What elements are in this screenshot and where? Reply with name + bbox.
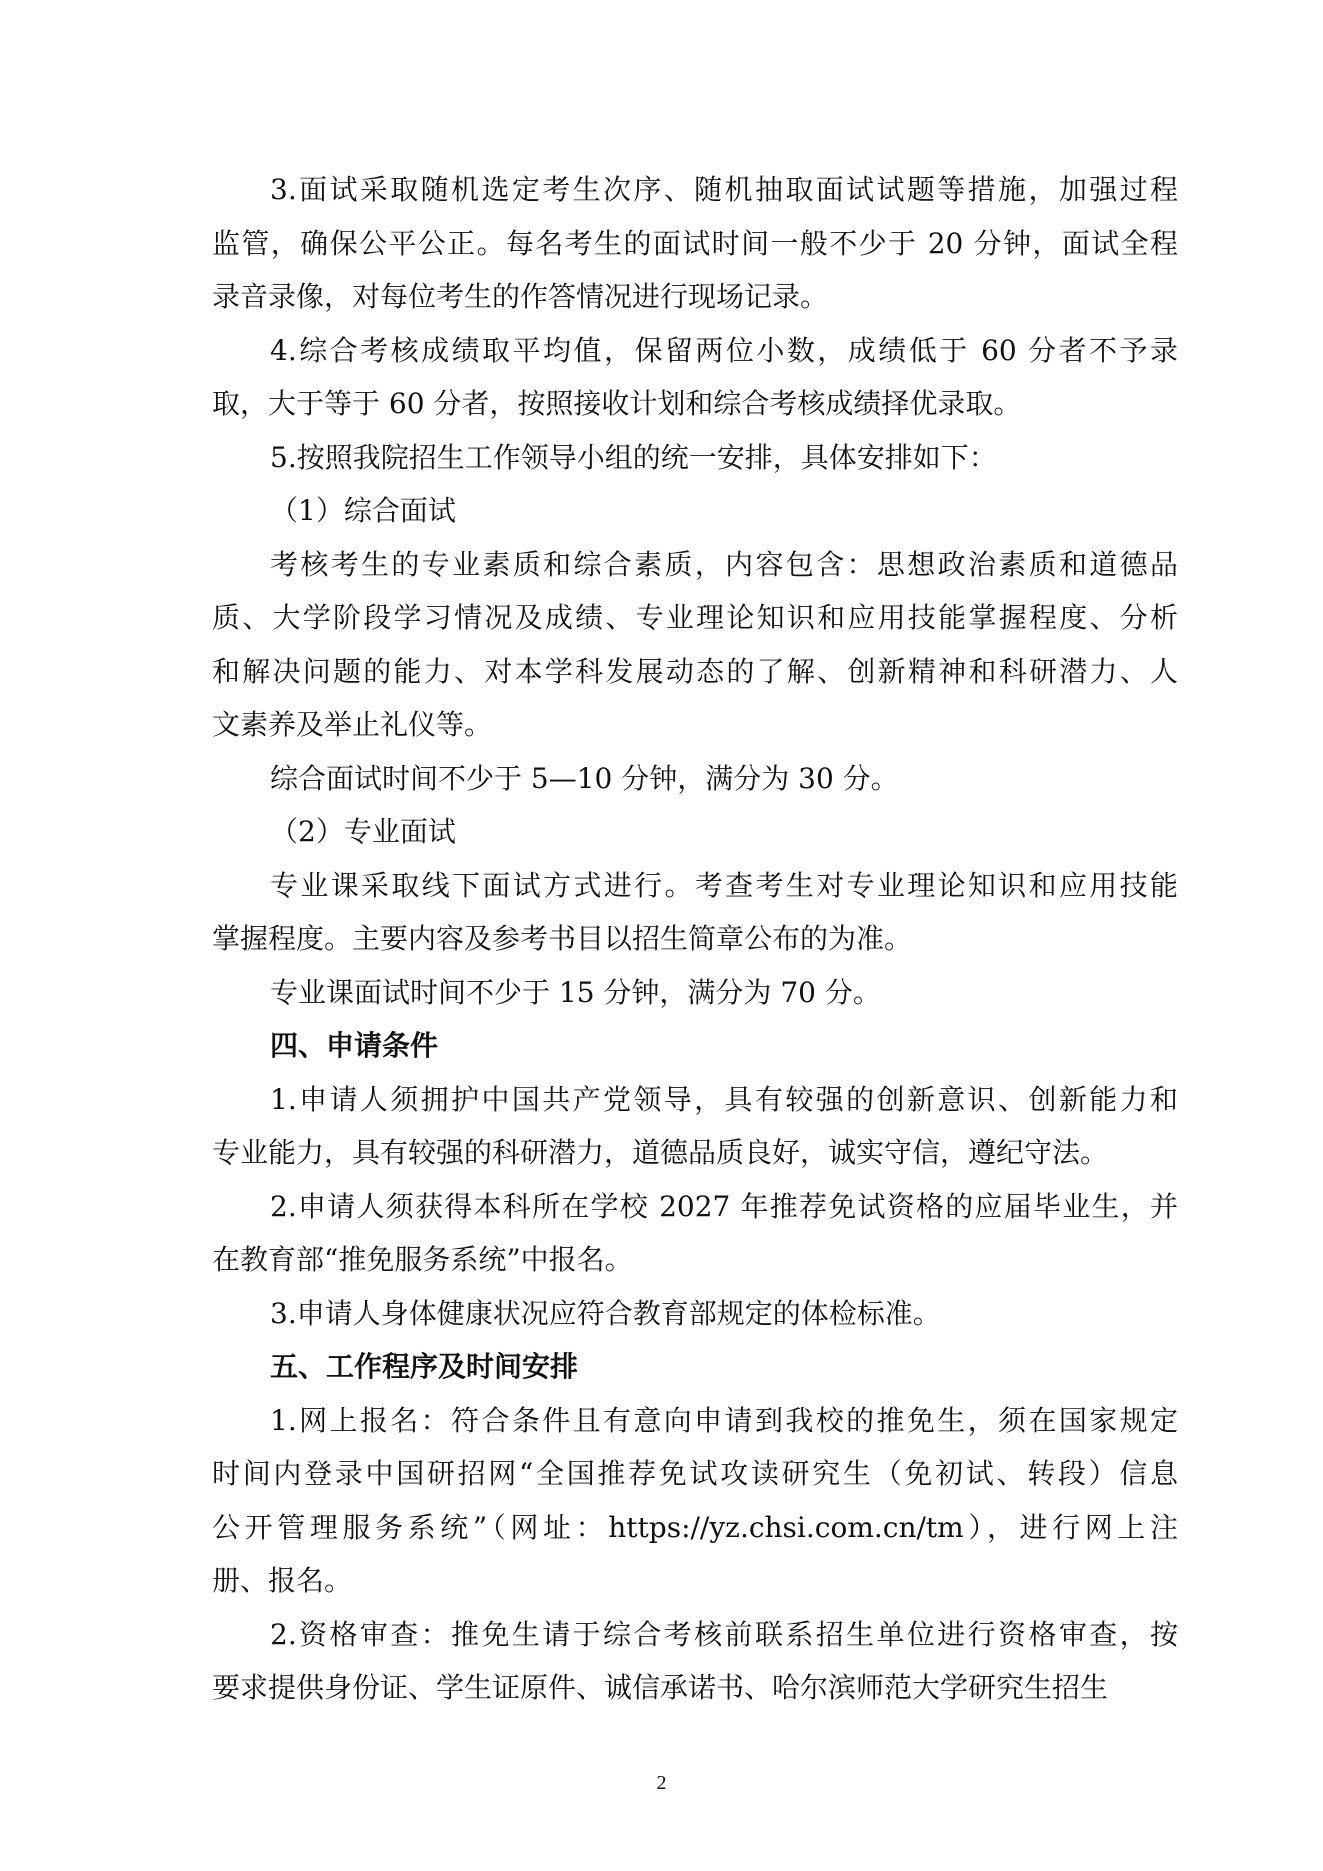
text-line: 取，大于等于 60 分者，按照接收计划和综合考核成绩择优录取。 (212, 387, 1022, 420)
text-line: 和解决问题的能力、对本学科发展动态的了解、创新精神和科研潜力、人 (212, 654, 1178, 688)
body-paragraph (212, 1287, 1178, 1341)
text-line: 考核考生的专业素质和综合素质，内容包含：思想政治素质和道德品 (270, 547, 1178, 581)
text-line: 文素养及举止礼仪等。 (212, 708, 493, 741)
text-line: 四、申请条件 (270, 1029, 439, 1062)
text-line: 2.资格审查：推免生请于综合考核前联系招生单位进行资格审查，按 (270, 1617, 1178, 1651)
text-line: 5.按照我院招生工作领导小组的统一安排，具体安排如下： (270, 440, 997, 474)
text-line: （1）综合面试 (270, 494, 456, 527)
text-line: 质、大学阶段学习情况及成绩、专业理论知识和应用技能掌握程度、分析 (212, 601, 1178, 634)
text-line: 五、工作程序及时间安排 (270, 1350, 579, 1383)
document-body (212, 163, 1178, 1715)
text-line: 3.申请人身体健康状况应符合教育部规定的体检标准。 (270, 1296, 941, 1330)
text-line: 专业能力，具有较强的科研潜力，道德品质良好，诚实守信，遵纪守法。 (212, 1136, 1109, 1169)
body-paragraph (212, 966, 1178, 1020)
body-paragraph (212, 859, 1178, 966)
body-paragraph (212, 1394, 1178, 1608)
text-line: 综合面试时间不少于 5—10 分钟，满分为 30 分。 (270, 761, 899, 795)
text-line: 3.面试采取随机选定考生次序、随机抽取面试试题等措施，加强过程 (270, 173, 1178, 206)
text-line: 时间内登录中国研招网“全国推荐免试攻读研究生（免初试、转段）信息 (212, 1457, 1178, 1490)
text-line: 在教育部“推免服务系统”中报名。 (212, 1243, 633, 1276)
text-line: 录音录像，对每位考生的作答情况进行现场记录。 (212, 280, 829, 313)
text-line: 4.综合考核成绩取平均值，保留两位小数，成绩低于 60 分者不予录 (270, 333, 1178, 367)
body-paragraph (212, 752, 1178, 806)
page-number: 2 (656, 1772, 667, 1794)
body-paragraph (212, 163, 1178, 324)
text-line: 要求提供身份证、学生证原件、诚信承诺书、哈尔滨师范大学研究生招生 (212, 1671, 1109, 1704)
text-line: 监管，确保公平公正。每名考生的面试时间一般不少于 20 分钟，面试全程 (212, 226, 1178, 260)
text-line: 公开管理服务系统”（网址：https://yz.chsi.com.cn/tm），进行网上注 (212, 1510, 1178, 1544)
body-paragraph (212, 431, 1178, 485)
body-paragraph (212, 805, 1178, 859)
body-paragraph (212, 1608, 1178, 1715)
body-paragraph (212, 1180, 1178, 1287)
body-paragraph (212, 324, 1178, 431)
body-paragraph (212, 1073, 1178, 1180)
text-line: 专业课面试时间不少于 15 分钟，满分为 70 分。 (270, 975, 881, 1009)
text-line: 掌握程度。主要内容及参考书目以招生简章公布的为准。 (212, 922, 913, 955)
text-line: 1.网上报名：符合条件且有意向申请到我校的推免生，须在国家规定 (270, 1403, 1178, 1437)
section-heading (212, 1019, 1178, 1073)
text-line: 册、报名。 (212, 1564, 353, 1597)
body-paragraph (212, 538, 1178, 752)
text-line: 专业课采取线下面试方式进行。考查考生对专业理论知识和应用技能 (270, 868, 1178, 902)
section-heading (212, 1340, 1178, 1394)
body-paragraph (212, 484, 1178, 538)
text-line: 2.申请人须获得本科所在学校 2027 年推荐免试资格的应届毕业生，并 (270, 1189, 1178, 1223)
text-line: （2）专业面试 (270, 815, 456, 848)
text-line: 1.申请人须拥护中国共产党领导，具有较强的创新意识、创新能力和 (270, 1082, 1178, 1116)
